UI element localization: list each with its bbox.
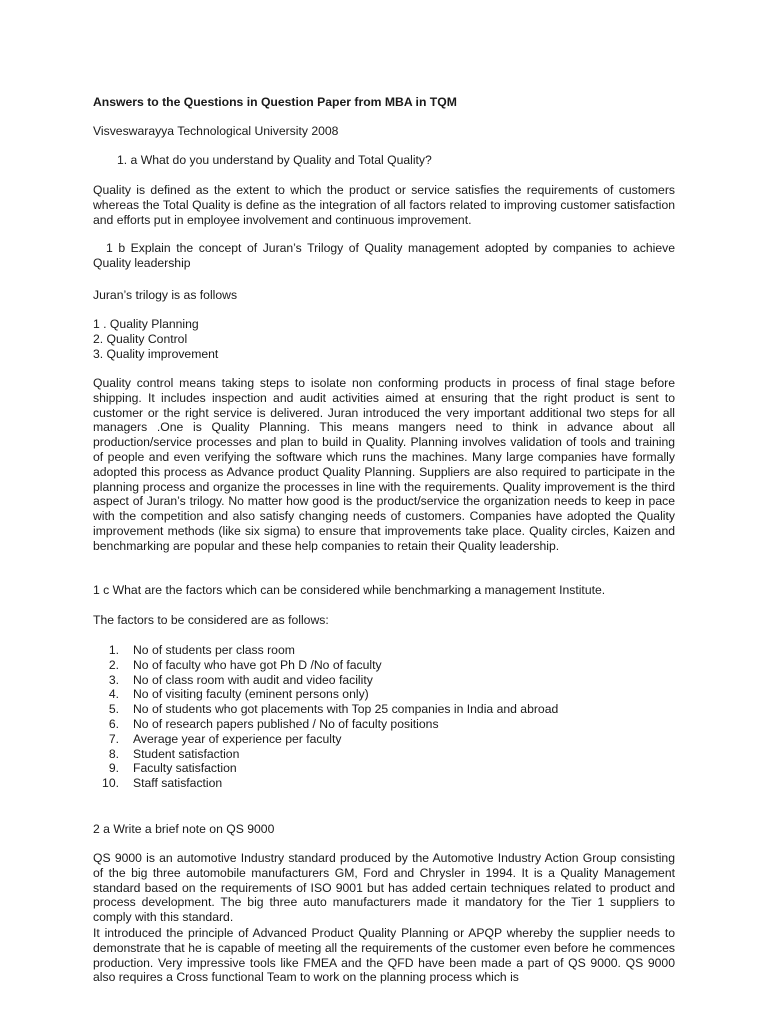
question-2a: 2 a Write a brief note on QS 9000 (93, 822, 275, 836)
trilogy-list (93, 317, 675, 361)
list-item: 5. No of students who got placements with Top 25 companies in India and abroad (108, 702, 559, 717)
list-item: 6. No of research papers published / No of faculty positions (108, 716, 439, 731)
list-item: 3. No of class room with audit and video facility (108, 672, 373, 687)
question-1b: 1 b Explain the concept of Juran’s Trilogy of Quality management adopted by companies to achieve Quality leadership (93, 241, 675, 270)
list-item: 7. Average year of experience per faculty (108, 731, 342, 746)
factors-list (96, 643, 678, 791)
answer-2a-paragraph-1: QS 9000 is an automotive Industry standard produced by the Automotive Industry Action Group consisting of the big three automobile manufacturers GM, Ford and Chrysler in 1994. It is a Quality Management standard based on the requirements of ISO 9001 but has added certain techniques related to product and process development. The big three auto manufacturers made it mandatory for the Tier 1 suppliers to comply with this standard. (93, 851, 675, 925)
list-item: 8. Student satisfaction (108, 746, 240, 761)
answer-1b-paragraph: Quality control means taking steps to isolate non conforming products in process of final stage before shipping. It includes inspection and audit activities aimed at ensuring that the right product is sent to customer or the right service is delivered. Juran introduced the very important additional two steps for all managers .One is Quality Planning. This means mangers need to think in advance about all production/service processes and plan to build in Quality. Planning involves validation of tools and training of people and even verifying the software which runs the machines. Many large companies have formally adopted this process as Advance product Quality Planning. Suppliers are also required to participate in the planning process and organize the processes in line with the requirements. Quality improvement is the third aspect of Juran’s trilogy. No matter how good is the product/service the organization needs to keep in pace with the competition and also satisfy changing needs of customers. Companies have adopted the Quality improvement methods (like six sigma) to ensure that improvements take place. Quality circles, Kaizen and benchmarking are popular and these help companies to retain their Quality leadership. (93, 376, 675, 553)
list-item: 10. Staff satisfaction (102, 776, 223, 791)
question-1c: 1 c What are the factors which can be considered while benchmarking a management Institute. (93, 583, 606, 597)
answer-2a-paragraph-2: It introduced the principle of Advanced Product Quality Planning or APQP whereby the supplier needs to demonstrate that he is capable of meeting all the requirements of the customer even before he commences production. Very impressive tools like FMEA and the QFD have been made a part of QS 9000. QS 9000 also requires a Cross functional Team to work on the planning process which is (93, 926, 675, 985)
list-item: 1. No of students per class room (108, 643, 295, 657)
factors-intro: The factors to be considered are as follows: (93, 613, 329, 627)
trilogy-item: 3. Quality improvement (93, 346, 219, 361)
university-line: Visveswarayya Technological University 2008 (93, 124, 339, 138)
list-item: 2. No of faculty who have got Ph D /No of faculty (108, 657, 382, 672)
trilogy-item: 2. Quality Control (93, 331, 188, 346)
list-item: 4. No of visiting faculty (eminent persons only) (108, 687, 369, 702)
question-1a: 1. a What do you understand by Quality and Total Quality? (117, 153, 432, 167)
list-item: 9. Faculty satisfaction (108, 761, 237, 776)
document-title: Answers to the Questions in Question Paper from MBA in TQM (93, 95, 457, 109)
answer-1a-paragraph: Quality is defined as the extent to which the product or service satisfies the requirements of customers whereas the Total Quality is define as the integration of all factors related to improving customer satisfaction and efforts put in employee involvement and continuous improvement. (93, 183, 675, 227)
trilogy-item: 1 . Quality Planning (93, 317, 199, 331)
trilogy-intro: Juran’s trilogy is as follows (93, 288, 238, 302)
